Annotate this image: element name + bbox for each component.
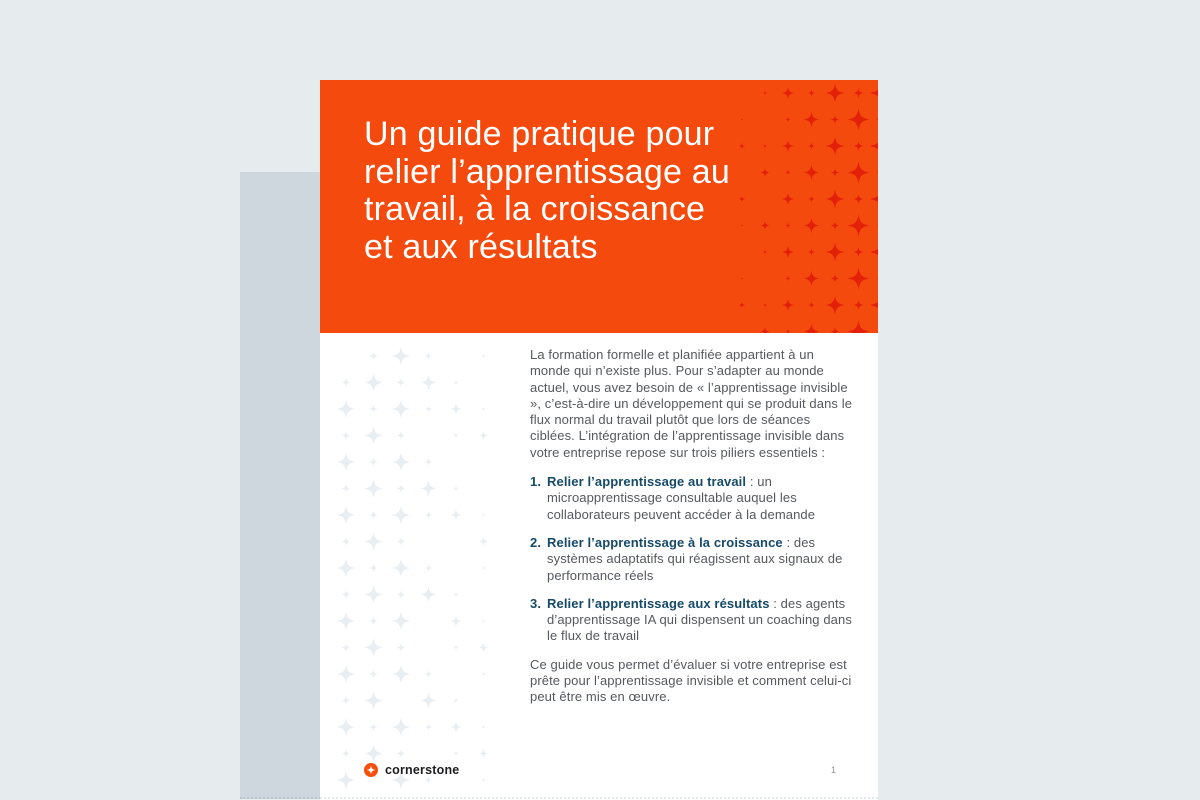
list-item	[530, 474, 855, 523]
pillar-text	[547, 596, 855, 645]
cornerstone-logo	[364, 762, 459, 777]
list-item	[530, 535, 855, 584]
title-line: et aux résultats	[364, 227, 598, 266]
pillar-text	[547, 474, 855, 523]
pillars-list	[530, 474, 855, 645]
list-item	[530, 596, 855, 645]
pillar-title: Relier l’apprentissage aux résultats	[547, 595, 770, 611]
pillar-number: 1.	[530, 474, 542, 490]
pillar-description: : un microapprentissage consultable auquel les collaborateurs peuvent accéder à la demande	[547, 474, 816, 522]
pillar-title: Relier l’apprentissage à la croissance	[547, 534, 783, 550]
pillar-text	[547, 535, 855, 584]
document-page	[320, 80, 878, 800]
pillar-description: : des systèmes adaptatifs qui réagissent aux signaux de performance réels	[547, 534, 843, 583]
title-line: relier l’apprentissage au	[364, 152, 730, 191]
cornerstone-star-icon	[364, 763, 378, 777]
intro-paragraph: La formation formelle et planifiée appartient à un monde qui n’existe plus. Pour s’adapter au monde actuel, vous avez besoin de « l’apprentissage invisible », c’est-à-dire un développement qui se produit dans le flux normal du travail plutôt que lors de séances ciblées. L’intégration de l’apprentissage invisible dans votre entreprise repose sur trois piliers essentiels :	[530, 347, 853, 460]
document-title	[364, 116, 730, 266]
pillar-title: Relier l’apprentissage au travail	[547, 474, 747, 490]
title-line: travail, à la croissance	[364, 190, 706, 228]
text-column	[530, 347, 855, 706]
closing-paragraph: Ce guide vous permet d’évaluer si votre entreprise est prête pour l’apprentissage invisible et comment celui-ci peut être mis en œuvre.	[530, 656, 852, 705]
pillar-number: 3.	[530, 595, 542, 611]
brand-name: cornerstone	[385, 762, 460, 777]
cover-header	[320, 80, 878, 333]
pillar-description: : des agents d’apprentissage IA qui dispensent un coaching dans le flux de travail	[547, 595, 852, 644]
page-number: 1	[830, 765, 836, 775]
pillar-number: 2.	[530, 534, 542, 550]
title-line: Un guide pratique pour	[364, 115, 715, 153]
page-body	[320, 333, 878, 800]
